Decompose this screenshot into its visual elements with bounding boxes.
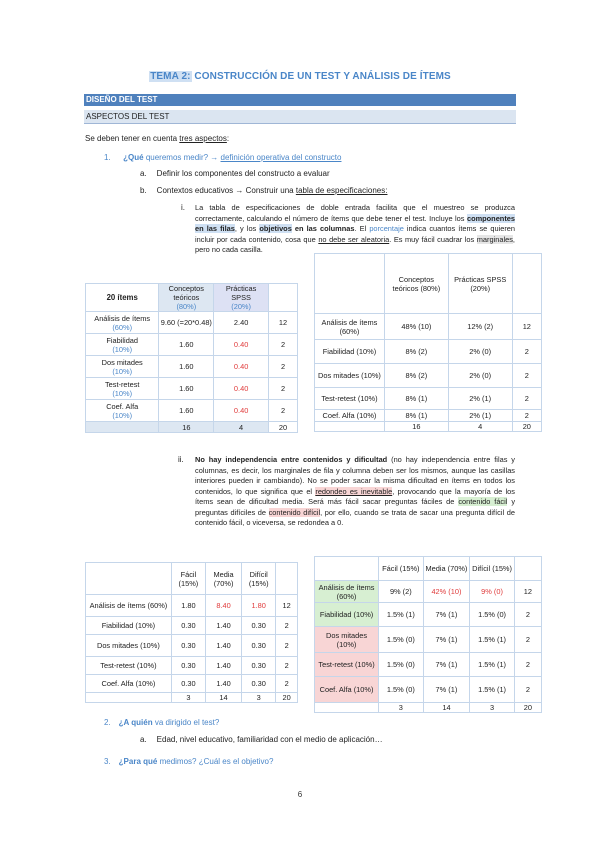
table-cell: Análisis de ítems (60%) [315,581,379,603]
table-cell: 2 [514,677,541,703]
table-cell: 16 [384,422,448,432]
table-cell: 2 [269,356,298,378]
table-cell: 0.30 [171,675,205,693]
table-row [86,657,298,675]
table-row [315,581,542,603]
table-row [315,603,542,627]
table-cell: Fácil (15%) [171,563,205,595]
list-item-2a: a. Edad, nivel educativo, familiaridad con el medio de aplicación… [140,735,383,744]
difficulty-table-2 [314,556,542,713]
table-cell: 20 [514,703,541,713]
table-cell: 0.30 [171,617,205,635]
table-row [315,340,542,364]
table-cell: 2 [276,675,298,693]
table-cell: 1.40 [205,635,241,657]
table-row [315,627,542,653]
table-row [86,595,298,617]
table-footer [315,422,542,432]
table-cell: 2 [512,388,541,410]
table-cell: 20 [269,422,298,433]
table-cell [315,557,379,581]
table-cell: Análisis de ítems (60%) [86,312,159,334]
table-cell: Dos mitades (10%) [86,635,172,657]
table-cell: 1.5% (1) [470,653,515,677]
table-cell: 3 [171,693,205,703]
table-cell [269,284,298,312]
table-cell: Análisis de ítems (60%) [315,314,385,340]
table-cell: Test-retest (10%) [86,657,172,675]
table-cell: 0.30 [242,617,276,635]
difficulty-table-1 [85,562,298,703]
table-row [86,617,298,635]
table-cell: 1.5% (0) [379,677,424,703]
table-cell: Test-retest (10%) [315,653,379,677]
table-cell: Fiabilidad (10%) [315,603,379,627]
paragraph-independencia: No hay independencia entre contenidos y dificultad (no hay independencia entre filas y columnas, es decir, los marginales de fila y columna deben ser los mismos, aunque las casillas interiores pueden ir cambiando). No se poder sacar la misma dificultad en ítems en todos los contenidos, lo que significa que el redondeo es inevitable, provocando que la mayoría de los ítems sean de dificultad media. Será más fácil sacar preguntas fáciles de contenido fácil y preguntas difíciles de contenido difícil, por ello, cuando se trata de sacar una pregunta difícil de contenido fácil, o viceversa, se redondea a 0. [195,455,516,527]
table-cell: Fiabilidad (10%) [315,340,385,364]
table-cell: 0.30 [171,635,205,657]
table-cell [315,422,385,432]
table-cell: 2 [269,378,298,400]
table-cell: 8% (2) [384,340,448,364]
table-row [315,364,542,388]
table-cell [276,563,298,595]
table-cell: 12 [514,581,541,603]
table-cell: 1.5% (1) [379,603,424,627]
table-cell: 1.40 [205,675,241,693]
table-cell: 48% (10) [384,314,448,340]
table-cell: 1.60 [159,378,214,400]
table-row [315,653,542,677]
table-cell: Prácticas SPSS (20%) [214,284,269,312]
table-cell: 12% (2) [448,314,512,340]
table-cell: 2 [269,334,298,356]
page-number: 6 [297,790,303,799]
table-row [86,378,298,400]
list-item-2: 2. ¿A quién va dirigido el test? [104,718,220,727]
table-cell: 0.40 [214,378,269,400]
table-cell: Fiabilidad (10%) [86,617,172,635]
table-cell: 2 [514,603,541,627]
table-cell: 20 [276,693,298,703]
table-cell: 7% (1) [423,627,470,653]
table-cell: Test-retest (10%) [86,378,159,400]
table-cell: 1.80 [171,595,205,617]
table-cell: Difícil (15%) [470,557,515,581]
table-cell: 12 [269,312,298,334]
table-footer [86,422,298,433]
table-cell: 14 [423,703,470,713]
table-cell: 2 [276,617,298,635]
page-title: TEMA 2: CONSTRUCCIÓN DE UN TEST Y ANÁLISIS DE ÍTEMS [150,71,451,82]
table-cell [512,254,541,314]
table-cell: 2 [512,340,541,364]
table-cell: 1.5% (0) [379,653,424,677]
table-cell: 42% (10) [423,581,470,603]
table-cell: 2% (1) [448,410,512,422]
subsection-header-aspectos: ASPECTOS DEL TEST [84,110,516,124]
table-cell: 0.30 [242,635,276,657]
table-cell: 16 [159,422,214,433]
table-cell: 2 [269,400,298,422]
table-cell: Prácticas SPSS (20%) [448,254,512,314]
table-cell: 2% (0) [448,364,512,388]
table-cell: 8% (2) [384,364,448,388]
table-cell: Conceptos teóricos (80%) [159,284,214,312]
table-cell [514,557,541,581]
table-cell: 0.30 [171,657,205,675]
table-cell: 8% (1) [384,388,448,410]
table-cell: 2.40 [214,312,269,334]
table-cell: Coef. Alfa (10%) [315,677,379,703]
table-row [315,314,542,340]
table-cell: 1.5% (0) [470,603,515,627]
table-cell: 0.40 [214,334,269,356]
table-row [86,334,298,356]
table-cell: Coef. Alfa (10%) [315,410,385,422]
table-cell: 0.40 [214,400,269,422]
table-cell: 2 [276,635,298,657]
table-cell: 1.80 [242,595,276,617]
table-cell: 2 [514,627,541,653]
roman-ii: ii. [178,455,184,464]
table-cell: 2 [512,364,541,388]
table-row [86,356,298,378]
table-cell: 2 [514,653,541,677]
roman-i: i. [181,203,185,212]
table-cell: 14 [205,693,241,703]
table-cell: Conceptos teóricos (80%) [384,254,448,314]
table-cell: 7% (1) [423,603,470,627]
table-cell: Difícil (15%) [242,563,276,595]
list-item-3: 3. ¿Para qué medimos? ¿Cuál es el objetivo? [104,757,274,766]
table-cell: Dos mitades (10%) [315,627,379,653]
table-cell: 1.60 [159,400,214,422]
table-cell: 3 [379,703,424,713]
table-cell: 1.5% (1) [470,677,515,703]
table-row [86,400,298,422]
list-item-1a: a. Definir los componentes del constructo a evaluar [140,169,330,178]
table-cell: 2 [512,410,541,422]
table-cell: 1.5% (1) [470,627,515,653]
table-cell: Dos mitades (10%) [315,364,385,388]
table-cell: Coef. Alfa (10%) [86,675,172,693]
table-cell: 4 [448,422,512,432]
table-cell: 2% (1) [448,388,512,410]
table-cell: 7% (1) [423,677,470,703]
table-cell: 9.60 (=20*0.48) [159,312,214,334]
section-header-diseno: DISEÑO DEL TEST [84,94,516,106]
table-cell: Media (70%) [205,563,241,595]
table-cell: Fiabilidad (10%) [86,334,159,356]
table-cell [315,703,379,713]
table-cell: 0.30 [242,657,276,675]
table-cell: Dos mitades (10%) [86,356,159,378]
table-row [86,635,298,657]
table-cell: 1.5% (0) [379,627,424,653]
table-cell [86,563,172,595]
table-cell: 8% (1) [384,410,448,422]
table-cell: 20 ítems [86,284,159,312]
intro-text: Se deben tener en cuenta tres aspectos: [85,134,230,143]
table-cell: 8.40 [205,595,241,617]
table-cell: 2 [276,657,298,675]
table-cell: 9% (0) [470,581,515,603]
table-cell: 2% (0) [448,340,512,364]
table-cell: 1.40 [205,657,241,675]
table-cell [86,422,159,433]
table-row [86,312,298,334]
spec-table-2 [314,253,542,432]
table-cell: 20 [512,422,541,432]
table-cell: 3 [470,703,515,713]
table-cell: Media (70%) [423,557,470,581]
table-cell: Análisis de ítems (60%) [86,595,172,617]
table-cell: 3 [242,693,276,703]
table-cell: 0.30 [242,675,276,693]
list-item-1b: b. Contextos educativos → Construir una tabla de especificaciones: [140,186,388,195]
table-cell: Fácil (15%) [379,557,424,581]
table-cell: 1.40 [205,617,241,635]
paragraph-specifications: La tabla de especificaciones de doble entrada facilita que el muestreo se produzca correctamente, calculando el número de ítems que debe tener el test. Incluye los componentes en las filas, y los objetivos en las columnas. El porcentaje indica cuantos ítems se quieren incluir por cada contenido, cosa que no debe ser aleatoria. Es muy fácil cuadrar los marginales, pero no cada casilla. [195,203,516,254]
table-row [86,675,298,693]
table-footer [86,693,298,703]
table-cell: 9% (2) [379,581,424,603]
spec-table-1 [85,283,298,433]
table-footer [315,703,542,713]
table-cell: 0.40 [214,356,269,378]
table-cell: 1.60 [159,356,214,378]
table-cell: 12 [512,314,541,340]
table-cell: 4 [214,422,269,433]
table-cell: 7% (1) [423,653,470,677]
table-cell: 1.60 [159,334,214,356]
table-cell [86,693,172,703]
list-item-1: 1. ¿Qué queremos medir? → definición operativa del constructo [104,153,342,162]
table-cell [315,254,385,314]
table-cell: Coef. Alfa (10%) [86,400,159,422]
table-cell: 12 [276,595,298,617]
table-cell: Test-retest (10%) [315,388,385,410]
table-row [315,677,542,703]
table-row [315,410,542,422]
table-row [315,388,542,410]
